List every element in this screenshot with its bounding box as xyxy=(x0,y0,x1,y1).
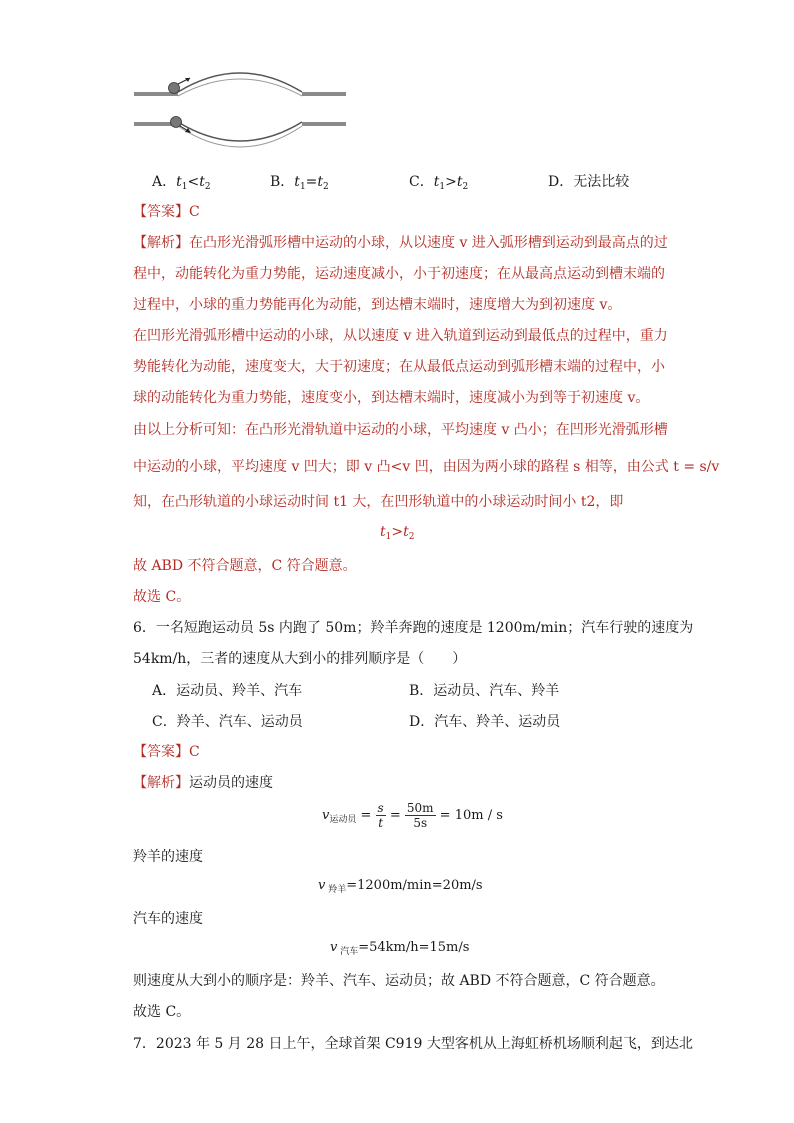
q5-result: $t_1>t_2$ xyxy=(380,524,415,542)
concave-track xyxy=(134,117,346,148)
q6-car-equation: v $_{汽车}$=54km/h=15m/s xyxy=(330,940,470,957)
q5-choose: 故选 C。 xyxy=(133,589,191,605)
q6-option-a: A．运动员、羚羊、汽车 xyxy=(152,683,303,699)
q6-choose: 故选 C。 xyxy=(133,1004,191,1020)
q5-analysis-line-6: 球的动能转化为重力势能，速度变小，到达槽末端时，速度减小为到等于初速度 v。 xyxy=(133,390,650,406)
q6-conclusion: 则速度从大到小的顺序是：羚羊、汽车、运动员；故 ABD 不符合题意，C 符合题意。 xyxy=(133,973,665,989)
q5-analysis-line-8: 中运动的小球，平均速度 v 凹大；即 v 凸<v 凹，由因为两小球的路程 s 相等，由公式 t = s/v xyxy=(133,459,720,475)
q6-car-label: 汽车的速度 xyxy=(133,911,203,927)
q6-antelope-label: 羚羊的速度 xyxy=(133,849,203,865)
q5-option-b: B．$t_1=t_2$ xyxy=(270,174,329,192)
q6-option-b: B．运动员、汽车、羚羊 xyxy=(409,683,560,699)
q5-option-a: A．$t_1<t_2$ xyxy=(152,174,211,192)
q5-option-c: C．$t_1>t_2$ xyxy=(409,174,469,192)
q6-option-d: D．汽车、羚羊、运动员 xyxy=(409,714,561,730)
track-figure xyxy=(130,68,350,148)
q5-conclusion: 故 ABD 不符合题意，C 符合题意。 xyxy=(133,558,357,574)
analysis-tag: 【解析】 xyxy=(133,235,189,251)
q7-stem: 7．2023 年 5 月 28 日上午，全球首架 C919 大型客机从上海虹桥机场顺利起飞，到达北 xyxy=(133,1036,693,1052)
q6-athlete-equation: $v_{运动员}$ = $\frac{s}{t}$ = $\frac{50m}{5s}$ = 10m / s xyxy=(322,801,503,830)
q5-analysis-line-1: 【解析】在凸形光滑弧形槽中运动的小球，从以速度 v 进入弧形槽到运动到最高点的过 xyxy=(133,235,668,251)
q6-analysis-intro: 【解析】运动员的速度 xyxy=(133,775,273,791)
q6-answer: 【答案】C xyxy=(133,744,200,760)
q5-analysis-line-2: 程中，动能转化为重力势能，运动速度减小，小于初速度；在从最高点运动到槽末端的 xyxy=(133,266,665,282)
q6-option-c: C．羚羊、汽车、运动员 xyxy=(152,714,303,730)
q5-option-d: D．无法比较 xyxy=(548,174,630,190)
q6-stem-line-1: 6．一名短跑运动员 5s 内跑了 50m；羚羊奔跑的速度是 1200m/min；汽车行驶的速度为 xyxy=(133,620,694,636)
q5-analysis-line-5: 势能转化为动能，速度变大，大于初速度；在从最低点运动到弧形槽末端的过程中，小 xyxy=(133,359,665,375)
q5-answer: 【答案】C xyxy=(133,204,200,220)
q5-analysis-line-7: 由以上分析可知：在凸形光滑轨道中运动的小球，平均速度 v 凸小；在凹形光滑弧形槽 xyxy=(133,422,668,438)
convex-track xyxy=(134,73,346,96)
q5-analysis-line-3: 过程中，小球的重力势能再化为动能，到达槽末端时，速度增大为到初速度 v。 xyxy=(133,297,622,313)
q6-stem-line-2: 54km/h，三者的速度从大到小的排列顺序是（ ） xyxy=(133,651,467,667)
q5-analysis-line-4: 在凹形光滑弧形槽中运动的小球，从以速度 v 进入轨道到运动到最低点的过程中，重力 xyxy=(133,328,668,344)
q5-analysis-line-9: 知，在凸形轨道的小球运动时间 t1 大，在凹形轨道中的小球运动时间小 t2，即 xyxy=(133,494,624,510)
q6-antelope-equation: v $_{羚羊}$=1200m/min=20m/s xyxy=(318,878,483,895)
